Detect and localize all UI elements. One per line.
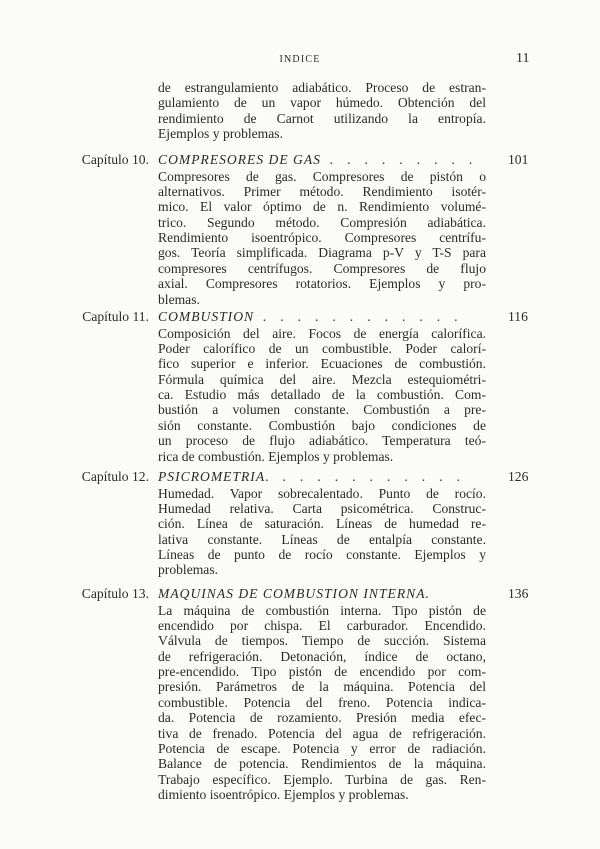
chapter-description xyxy=(158,603,486,803)
chapter-label: Capítulo 13. xyxy=(81,586,149,601)
text-line: dimiento isoentrópico. Ejemplos y problemas. xyxy=(158,787,409,803)
chapter-description xyxy=(158,486,486,578)
dot-leader: . . . . . . . . . xyxy=(320,152,478,167)
chapter-title-text: PSICROMETRIA xyxy=(158,469,266,484)
text-line: de refrigeración. Detonación, índice de octano, xyxy=(158,648,486,664)
chapter-title[interactable] xyxy=(158,469,488,484)
chapter-page-number: 116 xyxy=(508,309,528,324)
text-line: Líneas de punto de rocío constante. Ejemplos y xyxy=(158,547,486,563)
chapter-title[interactable] xyxy=(158,152,488,167)
text-line: bustión a volumen constante. Combustión a pre- xyxy=(158,402,486,418)
text-line: tiva de frenado. Potencia del agua de refrigeración. xyxy=(158,725,486,741)
text-line: Válvula de tiempos. Tiempo de succión. Sistema xyxy=(158,633,486,649)
chapter-title[interactable] xyxy=(158,586,488,601)
text-line: Fórmula química del aire. Mezcla estequiométri- xyxy=(158,371,486,387)
text-line: axial. Compresores rotatorios. Ejemplos y pro- xyxy=(158,276,486,292)
text-line: compresores centrífugos. Compresores de flujo xyxy=(158,260,486,276)
dot-leader: . . . . . . . . . . . . xyxy=(254,309,463,324)
running-header xyxy=(0,50,600,70)
chapter-page-number: 126 xyxy=(508,469,529,484)
text-line: blemas. xyxy=(158,291,200,307)
text-line: Potencia de escape. Potencia y error de radiación. xyxy=(158,741,486,757)
chapter-label: Capítulo 12. xyxy=(81,469,149,484)
text-line: da. Potencia de rozamiento. Presión media efec- xyxy=(158,710,486,726)
text-line: Humedad relativa. Carta psicométrica. Construc- xyxy=(158,500,486,516)
continuation-text xyxy=(158,80,486,142)
text-line: problemas. xyxy=(158,562,219,578)
chapter-label: Capítulo 10. xyxy=(81,152,149,167)
text-line: alternativos. Primer método. Rendimiento isotér- xyxy=(158,183,486,199)
text-line: rica de combustión. Ejemplos y problemas. xyxy=(158,448,394,464)
text-line: sión constante. Combustión bajo condiciones de xyxy=(158,417,486,433)
chapter-title-text: COMBUSTION xyxy=(158,309,255,324)
text-line: lativa constante. Líneas de entalpía constante. xyxy=(158,531,486,547)
chapter-description xyxy=(158,326,486,465)
text-line: presión. Parámetros de la máquina. Potencia del xyxy=(158,679,486,695)
text-line: Rendimiento isoentrópico. Compresores centrífu- xyxy=(158,230,486,246)
text-line: fico superior e inferior. Ecuaciones de combustión. xyxy=(158,356,486,372)
chapter-title-text: COMPRESORES DE GAS xyxy=(158,152,321,167)
text-line: Composición del aire. Focos de energía calorífica. xyxy=(158,325,486,341)
text-line: pre-encendido. Tipo pistón de encendido por com- xyxy=(158,664,486,680)
text-line: gos. Teoría simplificada. Diagrama p-V y T-S para xyxy=(158,245,486,261)
text-line: trico. Segundo método. Compresión adiabática. xyxy=(158,214,486,230)
chapter-label: Capítulo 11. xyxy=(82,309,149,324)
text-line: Poder calorífico de un combustible. Poder calorí- xyxy=(158,340,486,356)
text-line: ción. Línea de saturación. Líneas de humedad re- xyxy=(158,516,486,532)
text-line: Humedad. Vapor sobrecalentado. Punto de rocío. xyxy=(158,485,486,501)
text-line: encendido por chispa. El carburador. Encendido. xyxy=(158,617,486,633)
text-line: mico. El valor óptimo de n. Rendimiento volumé- xyxy=(158,199,486,215)
chapter-page-number: 136 xyxy=(508,586,529,601)
text-line: combustible. Potencia del freno. Potencia indica- xyxy=(158,694,486,710)
text-line: Trabajo específico. Ejemplo. Turbina de gas. Ren- xyxy=(158,771,486,787)
text-line: de estrangulamiento adiabático. Proceso de estran- xyxy=(158,80,486,95)
text-line: rendimiento de Carnot utilizando la entropía. xyxy=(158,110,486,126)
text-line: un proceso de flujo adiabático. Temperatura teó- xyxy=(158,433,486,449)
chapter-description xyxy=(158,169,486,308)
page-number: 11 xyxy=(516,51,530,66)
header-title: INDICE xyxy=(279,54,321,65)
chapter-page-number: 101 xyxy=(508,152,529,167)
text-line: Balance de potencia. Rendimientos de la máquina. xyxy=(158,756,486,772)
chapter-title[interactable] xyxy=(158,309,488,324)
text-line: Ejemplos y problemas. xyxy=(158,126,283,142)
text-line: ca. Estudio más detallado de la combustión. Com- xyxy=(158,387,486,403)
dot-leader: . . . . . . . . . . . . xyxy=(265,469,466,484)
text-line: La máquina de combustión interna. Tipo pistón de xyxy=(158,602,486,618)
text-line: gulamiento de un vapor húmedo. Obtención del xyxy=(158,95,486,111)
chapter-title-text: MAQUINAS DE COMBUSTION INTERNA. xyxy=(158,586,430,601)
text-line: Compresores de gas. Compresores de pistón o xyxy=(158,168,486,184)
